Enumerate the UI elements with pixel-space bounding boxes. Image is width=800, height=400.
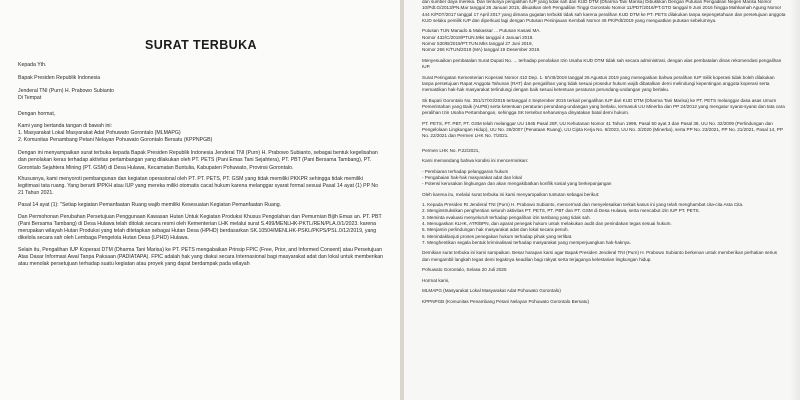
demand-item: 1. Kepada Presiden RI Jenderal TNI (Purn) H. Prabowo Subianto, mencermati dan menyelesaikan terkait kasus ini yang telah menghambat cita-cita Asta Cita. [422, 202, 744, 208]
body-paragraph: Pasal 14 ayat (1): "Setiap kegiatan Pemanfaatan Ruang wajib memiliki Kesesuaian Kegiatan Pemanfaatan Ruang. [18, 202, 282, 209]
signer-line: MLMAPG (Masyarakat Lokal Masyarakat Adat Pohuwato Gorontalo) [422, 288, 561, 294]
closing-paragraph: Demikian surat terbuka ini kami sampaikan. Besar harapan kami agar Bapak Presiden Jenderal TNI (Purn) H. Prabowo Subianto berkenan untuk memberikan perhatian serius dan mengambil langkah tegas demi tegaknya keadilan bagi rakyat serta terjaganya kelestarian lingkungan hidup. [422, 250, 778, 262]
body-paragraph: Selain itu, Pengalihan IUP Koperasi DTM (Dharma Tani Marisa) ke PT. PETS mengabaikan Prinsip FPIC (Free, Prior, and Informed Consent) atau Persetujuan Atas Dasar Informasi Awal Tanpa Paksaan (PADIATAPA). FPIC adalah hak yang diakui secara Internasional bagi masyarakat adat dan lokal untuk memberikan atau menolak persetujuan terhadap suatu kegiatan atau proyek yang dapat berdampak pada wilayah [18, 246, 384, 267]
body-paragraph: Khususnya, kami menyoroti pembangunan dan kegiatan operasional oleh PT. PT. PETS, PT. GSM yang tidak memiliki PKKPR sehingga tidak memiliki legitimasi tata ruang. Yang berarti IPPKH atau IUP yang mereka miliki otomatis cacat hukum karena melanggar syarat formal sesuai Pasal 14 ayat (1) PP No 21 Tahun 2021. [18, 176, 379, 197]
body-paragraph: dan sumber daya mereka. Dan tentunya pengalihan IUP yang tidak sah dari KUD DTM (Dharma Tani Marisa) Dibuktikan Dengan Putusan Pengadilan Negeri Marisa Nomor 10/Pdt.G/2013/PN.Mar tanggal 26 Januari 2015, dikuatkan oleh Pengadilan Tinggi Gorontalo Nomor 11/PDT/2016/PT.GTO tanggal 9 Juni 2016 hingga Mahkamah Agung Nomor 444 K/PDT/2017 tanggal 17 April 2017 yang dimana gugatan terbukti tidak sah karena peralihan KUD DTM ke PT. PETS dilakukan tanpa sepengetahuan dan persetujuan anggota KUD selaku pemilik IUP dan diperkuat lagi dengan Putusan Peninjauan Kembali Nomor 46 PK/Pdt/2019 yang menguatkan putusan sebelumnya. [422, 0, 786, 23]
letter-title: SURAT TERBUKA [145, 38, 257, 52]
demand-item: 3. Meminta evaluasi menyeluruh terhadap pengalihan izin tambang yang tidak sah. [422, 214, 591, 220]
letter-page-right [404, 0, 800, 400]
body-paragraph: PT. PETS, PT. PBT, PT. GSM telah melanggar UU 1945 Pasal 28F, UU Kehutanan Nomor 41 Tahun 1999, Pasal 50 ayat 3 dan Pasal 38, UU No. 32/2009 (Perlindungan dan Pengelolaan Lingkungan Hidup), UU No. 26/2007 (Penataan Ruang), UU Cipta Kerja No. 6/2023, UU No. 3/2020 (Minerba), serta PP No. 23/2021, PP No. 21/2021, Pasal 14, PP No. 22/2021 dan Permen LHK No. 7/2021. [422, 120, 783, 139]
signatory-list [18, 130, 384, 144]
reference-item: Nomor 266 K/TUN/2019 (MA) tanggal 19 Desember 2019. [422, 47, 541, 53]
sign-off: Hormat kami, [422, 277, 450, 283]
body-paragraph: Kami memandang bahwa kondisi ini mencerminkan: [422, 158, 529, 164]
recipient-line: Jenderal TNI (Purn) H. Prabowo Subianto [18, 88, 114, 95]
addressee-label: Kepada Yth. [18, 62, 47, 68]
body-paragraph: Oleh karena itu, melalui surat terbuka ini kami menyampaikan tuntutan sebagai berikut: [422, 191, 600, 197]
demand-list [422, 202, 786, 246]
date-line: Pohuwato Gorontalo, Selasa 20 Juli 2025 [422, 267, 507, 273]
condition-item: - Potensi kerusakan lingkungan dan akan mengakibatkan konflik sosial yang berkepanjangan [422, 181, 612, 187]
intro-line: Kami yang bertanda tangan di bawah ini: [18, 123, 113, 130]
body-paragraph: Permen LHK No. P.22/2021, [422, 147, 480, 153]
body-paragraph: Menyesuaikan pembatalan Surat Dupati No. ... terhadap penolakan Izin Usaha KUD DTM tidak sah secara administrasi, dengan alas pembatalan dinas rekomendasi pengalihan IUP. [422, 57, 782, 70]
demand-item: 7. Menghentikan segala bentuk kriminalisasi terhadap masyarakat yang memperjuangkan hak-haknya. [422, 239, 631, 245]
condition-list [422, 169, 786, 188]
demand-item: 4. Menugaskan KLHK, ATR/BPN, dan aparat penegak hukum untuk melakukan audit dan penindakan tegas sesuai hukum. [422, 221, 672, 226]
body-paragraph: Surat Peringatan Kementerian Koperasi Nomor 410 Dep. 1. 5/VIII/2019 tanggal 26 Agustus 2019 yang menegaskan bahwa peralihan IUP milik koperasi tidak boleh dilakukan tanpa persetujuan Rapat Anggota Tahunan (RAT) dan pengalihan yang tidak sesuai prosedur hukum wajib dibatalkan demi melindungi kepentingan anggota koperasi serta memastikan hak-hak masyarakat terlindungi dengan baik sesuai ketentuan peraturan perundang-undangan yang berlaku. [422, 74, 775, 93]
demand-item: 2. Menginstruksikan penghentian seluruh aktivitas PT. PETS, PT. PBT dan PT. GSM di Desa Hulawa, serta mencabut izin IUP PT. PETS. [422, 208, 700, 214]
condition-item: - Pembiaran terhadap pelanggaran hukum [422, 168, 509, 174]
reference-item: Nomor 432/C/2019/PTUN.Mks tanggal 4 Januari 2019. [422, 34, 534, 40]
reference-item: Putusan TUN Manado & Makassar ... Putusan Kasasi MA. [422, 28, 541, 34]
body-paragraph: Sk Bupati Gorontalo No. 351/17/XII/2015 tertanggal 4 September 2015 terkait pengalihan IUP dari KUD DTM (Dharma Tani Marisa) ke PT. PETS melanggar dasa asas Umum Pemerintahan yang Baik (AUPB) serta ketentuan peraturan perundang-undangan yang berlaku, termasuk UU Minerba dan PP 24/2012 yang mengatur syarat-syarat dan tata cara peralihan Izin Usaha Pertambangan, sehingga SK tersebut seharusnya dinyatakan batal demi hukum. [422, 97, 785, 116]
recipient-line: Bapak Presiden Republik Indonesia [18, 75, 101, 82]
signer-line: KPPNPGB (Komunitas Penambang Petani Nelayan Pohuwato Gorontalo Bersatu) [422, 298, 589, 304]
demand-item: 6. Menindaklanjuti proses penegakan hukum terhadap pihak yang terlibat. [422, 233, 573, 239]
scan-edge-shadow [790, 0, 800, 400]
reference-list [422, 28, 786, 53]
body-paragraph: Dengan ini menyampaikan surat terbuka kepada Bapak Presiden Republik Indonesia Jenderal TNI (Purn) H. Prabowo Subianto, sebagai bentuk kegelisahan dan penolakan keras terhadap aktivitas pertambangan yang dilakukan oleh PT. PETS (Pani Emas Tani Sejahtera), PT. PBT (Pani Bersama Tambang), PT. Gorontalo Sejahtera Mining (PT. GSM) di Desa Hulawa, Kecamatan Buntulia, Kabupaten Pohuwato, Provinsi Gorontalo. [18, 150, 378, 171]
recipient-line: Di Tempat [18, 95, 42, 102]
greeting: Dengan hormat, [18, 111, 56, 118]
condition-item: - Pengabaian hak-hak masyarakat adat dan lokal [422, 174, 522, 180]
demand-item: 5. Menjamin perlindungan hak masyarakat adat dan lokal secara penuh. [422, 227, 569, 233]
signatory-item: 2. Komunitas Penambang Petani Nelayan Pohuwato Gorontalo Bersatu (KPPNPGB) [18, 137, 213, 144]
body-paragraph: Dan Permohonan Perubahan Persetujuan Penggunaan Kawasan Hutan Untuk Kegiatan Produksi Khusus Pengolahan dan Pemurnian Bijih Emas an. PT. PBT (Pani Bersama Tambang) di Desa Hulawa telah ditolak secara resmi oleh Kementerian LHK melalui surat S.499/MENLHK-PKTL/REN/PLA.0/1/2023. karena merupakan wilayah Hutan Produksi yang telah ditetapkan sebagai Hutan Desa (HPHD) berdasarkan SK.10504/MENLHK-PSKL/PKPS/PSL.0/12/2019, yang dikelola secara sah oleh Lembaga Pengelola Hutan Desa (LPHD) Hulawa. [18, 213, 382, 242]
reference-item: Nomor 530/B/2019/PT.TUN.Mks tanggal 27 Juni 2019, [422, 40, 533, 46]
signatory-item: 1. Masyarakat Lokal Masyarakat Adat Pohuwato Gorontalo (MLMAPG) [18, 130, 181, 137]
